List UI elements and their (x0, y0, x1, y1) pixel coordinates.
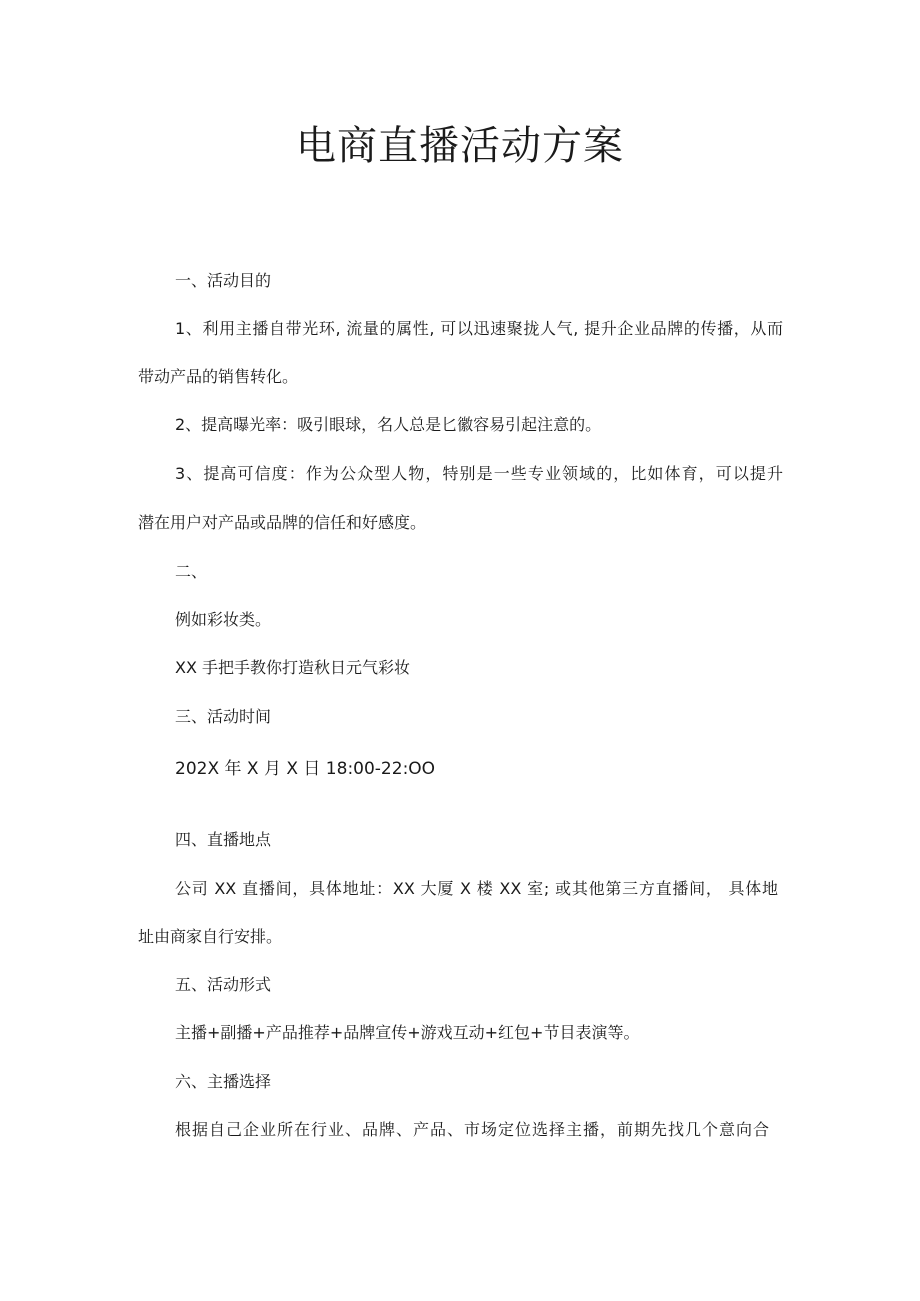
activity-time: 202X 年 X 月 X 日 18:00-22:OO (175, 759, 436, 779)
section-heading-format: 五、活动形式 (175, 975, 272, 994)
section-heading-2: 二、 (175, 562, 208, 581)
document-title: 电商直播活动方案 (296, 123, 624, 169)
section-heading-host: 六、主播选择 (175, 1072, 272, 1091)
paragraph-line: 址由商家自行安排。 (138, 927, 283, 946)
paragraph-line: 1、利用主播自带光环, 流量的属性, 可以迅速聚拢人气, 提升企业品牌的传播，从而 (175, 319, 783, 338)
paragraph-line: 根据自己企业所在行业、品牌、产品、市场定位选择主播，前期先找几个意向合 (175, 1120, 769, 1139)
paragraph-line: 例如彩妆类。 (175, 610, 272, 629)
paragraph-line: 公司 XX 直播间，具体地址：XX 大厦 X 楼 XX 室; 或其他第三方直播间， 具体地 (175, 879, 778, 898)
section-heading-time: 三、活动时间 (175, 707, 272, 726)
paragraph-line: 主播+副播+产品推荐+品牌宣传+游戏互动+红包+节目表演等。 (175, 1023, 640, 1042)
section-heading-location: 四、直播地点 (175, 830, 272, 849)
paragraph-line: 带动产品的销售转化。 (138, 367, 299, 386)
paragraph-line: 潜在用户对产品或品牌的信任和好感度。 (138, 513, 427, 532)
section-heading-purpose: 一、活动目的 (175, 271, 272, 290)
paragraph-line: 2、提高曝光率：吸引眼球，名人总是匕徽容易引起注意的。 (175, 415, 602, 434)
paragraph-line: XX 手把手教你打造秋日元气彩妆 (175, 658, 411, 677)
paragraph-line: 3、提高可信度：作为公众型人物，特别是一些专业领域的，比如体育，可以提升 (175, 464, 783, 483)
